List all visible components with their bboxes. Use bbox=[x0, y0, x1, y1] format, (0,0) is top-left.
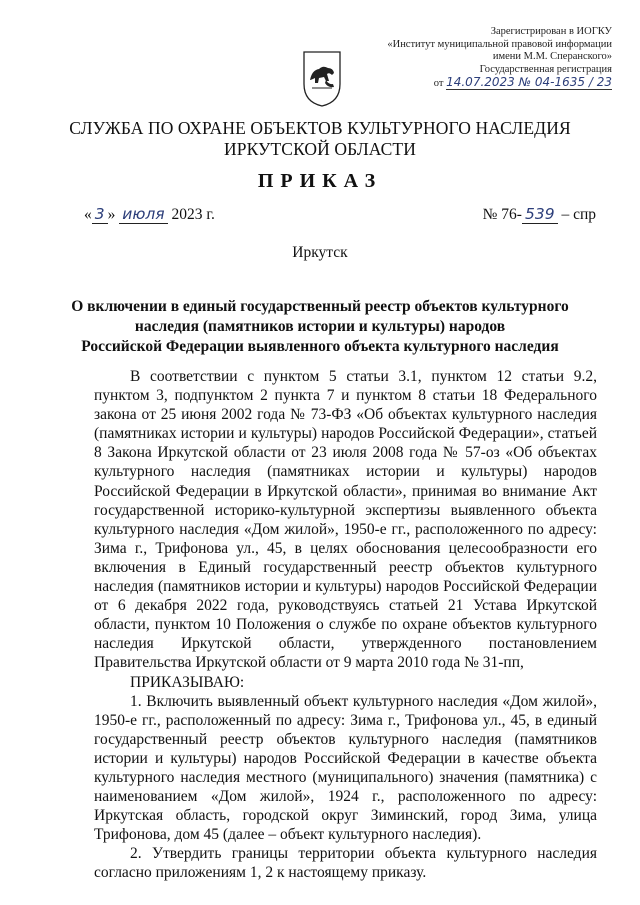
order-word: ПРИКАЗЫВАЮ: bbox=[130, 673, 245, 691]
date-year: 2023 г. bbox=[171, 206, 215, 223]
date-close-quote: » bbox=[107, 206, 116, 223]
city: Иркутск bbox=[292, 244, 348, 261]
stamp-reg-number: 14.07.2023 № 04-1635 / 23 bbox=[446, 75, 612, 89]
stamp-line: «Институт муниципальной правовой информации bbox=[387, 38, 612, 50]
number-prefix: № 76- bbox=[482, 206, 522, 223]
date-open-quote: « bbox=[84, 206, 92, 223]
preamble-paragraph: В соответствии с пунктом 5 статьи 3.1, пунктом 12 статьи 9.2, пунктом 3, подпунктом 2 пункта 7 и пунктом 8 статьи 18 Федерального закона от 25 июня 2002 года № 73-ФЗ «Об объектах культурного наследия (памятниках истории и культуры) народов Российской Федерации», статьей 8 Закона Иркутской области от 23 июля 2008 года № 57-оз «Об объектах культурного наследия (памятниках истории и культуры) народов Российской Федерации в Иркутской области», принимая во внимание Акт государственной историко-культурной экспертизы выявленного объекта культурного наследия «Дом жилой», 1950-е гг., расположенного по адресу: Зима г., Трифонова ул., 45, в целях обоснования целесообразности его включения в Единый государственный реестр объектов культурного наследия (памятников истории и культуры) народов Российской Федерации от 6 декабря 2022 года, руководствуясь статьей 21 Устава Иркутской области, пунктом 10 Положения о службе по охране объектов культурного наследия Иркутской области, утвержденного постановлением Правительства Иркутской области от 9 марта 2010 года № 31-пп, bbox=[94, 368, 597, 672]
stamp-line: Зарегистрирован в ИОГКУ bbox=[490, 26, 612, 37]
authority-line: СЛУЖБА ПО ОХРАНЕ ОБЪЕКТОВ КУЛЬТУРНОГО НАСЛЕДИЯ bbox=[69, 118, 571, 138]
irkutsk-region-coat-of-arms-icon bbox=[302, 50, 342, 108]
stamp-registration-line bbox=[362, 76, 612, 91]
stamp-reg-prefix: от bbox=[433, 78, 444, 89]
heading-line: наследия (памятников истории и культуры) народов bbox=[134, 318, 506, 335]
issuing-authority bbox=[0, 118, 640, 160]
heading-line: О включении в единый государственный реестр объектов культурного bbox=[71, 298, 569, 315]
number-suffix: – спр bbox=[561, 206, 596, 223]
date-number-row bbox=[84, 205, 596, 229]
document-body bbox=[94, 367, 597, 883]
document-heading bbox=[70, 297, 570, 357]
document-date bbox=[84, 205, 215, 224]
document-number bbox=[483, 205, 596, 224]
registration-stamp bbox=[362, 26, 612, 91]
number-value: 539 bbox=[522, 205, 558, 224]
heading-line: Российской Федерации выявленного объекта культурного наследия bbox=[81, 338, 559, 355]
date-month: июля bbox=[119, 205, 167, 224]
order-item-1: 1. Включить выявленный объект культурного наследия «Дом жилой», 1950-е гг., расположенный по адресу: Зима г., Трифонова ул., 45, в единый государственный реестр объектов культурного наследия (памятников истории и культуры) народов Российской Федерации в качестве объекта культурного наследия местного (муниципального) значения (памятника) с наименованием «Дом жилой», 1924 г., расположенного по адресу: Иркутская область, городской округ Зиминский, город Зима, улица Трифонова, дом 45 (далее – объект культурного наследия). bbox=[94, 692, 597, 844]
stamp-line: Государственная регистрация bbox=[479, 63, 612, 75]
authority-line: ИРКУТСКОЙ ОБЛАСТИ bbox=[224, 139, 416, 159]
order-item-2: 2. Утвердить границы территории объекта культурного наследия согласно приложениям 1, 2 к настоящему приказу. bbox=[94, 845, 597, 882]
date-day: 3 bbox=[92, 205, 108, 224]
document-type-title: ПРИКАЗ bbox=[257, 170, 383, 192]
stamp-line: имени М.М. Сперанского» bbox=[492, 51, 612, 62]
